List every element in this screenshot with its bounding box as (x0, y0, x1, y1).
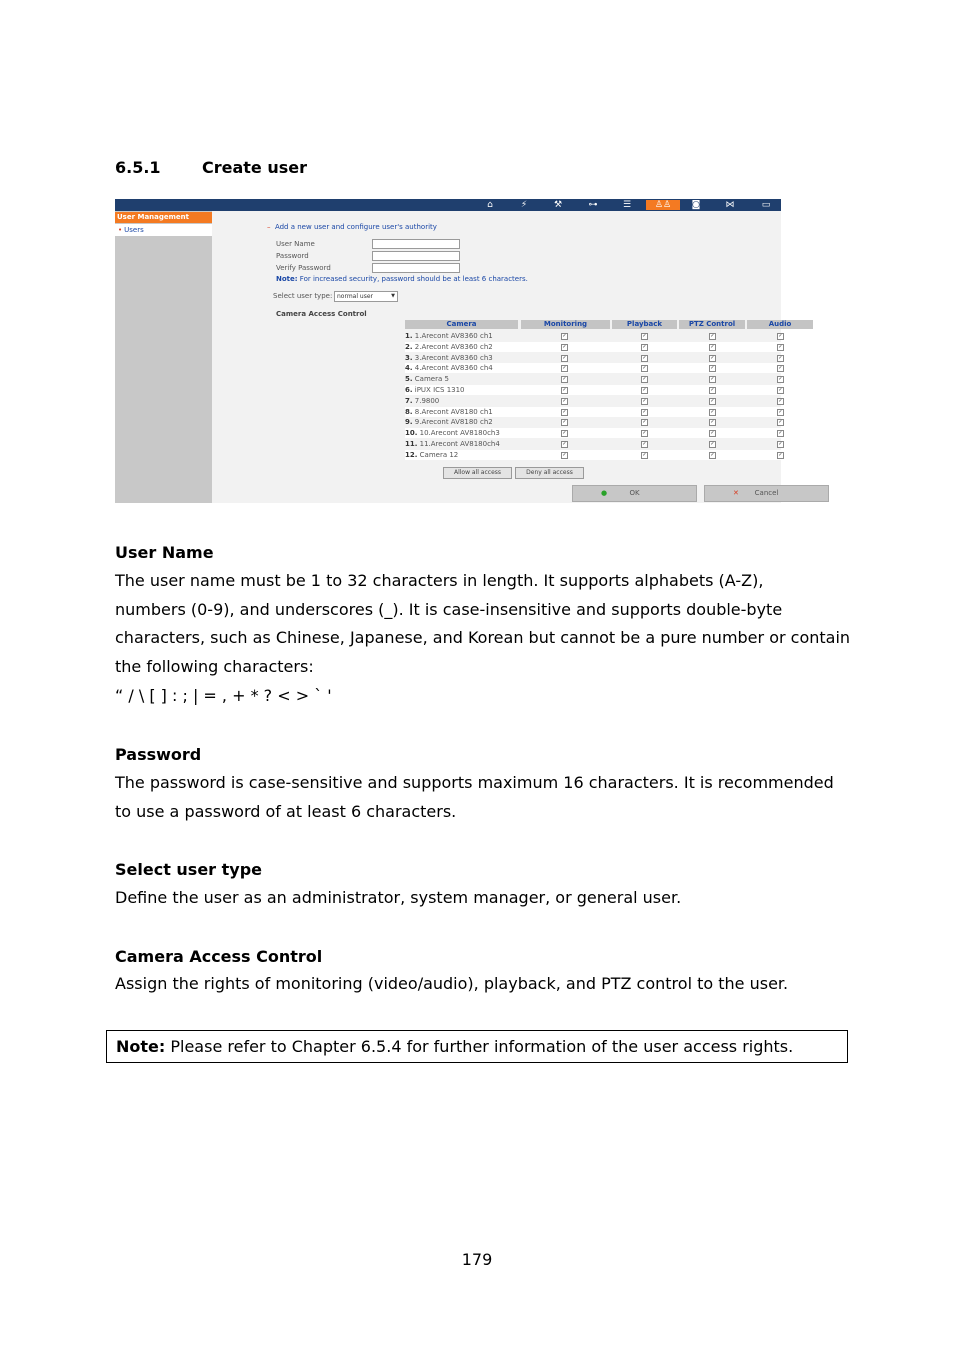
access-checkbox[interactable]: ✓ (710, 376, 715, 383)
camera-name (405, 428, 500, 438)
access-checkbox[interactable]: ✓ (562, 365, 567, 372)
camera-label: 11.Arecont AV8180ch4 (419, 440, 500, 448)
camera-name (405, 439, 500, 449)
camera-number: 10. (405, 429, 418, 438)
sidebar-title: User Management (115, 212, 212, 223)
security-note-label: Note: (276, 275, 298, 283)
access-checkbox[interactable]: ✓ (778, 408, 783, 415)
access-checkbox[interactable]: ✓ (778, 354, 783, 361)
access-checkbox[interactable]: ✓ (778, 387, 783, 393)
camera-label: 4.Arecont AV8360 ch4 (414, 364, 493, 373)
form-header-text: Add a new user and configure user's authority (274, 223, 437, 231)
ok-label: OK (629, 489, 640, 497)
access-checkbox[interactable]: ✓ (710, 343, 715, 350)
access-title: Camera Access Control (276, 310, 367, 318)
access-checkbox[interactable]: ✓ (562, 419, 567, 426)
window-icon[interactable]: ▭ (761, 200, 771, 210)
access-checkbox[interactable]: ✓ (710, 430, 715, 437)
cancel-button[interactable] (704, 485, 829, 502)
camera-name (405, 417, 493, 427)
close-icon: ✕ (733, 489, 739, 497)
access-checkbox[interactable]: ✓ (710, 354, 715, 361)
access-checkbox[interactable]: ✓ (710, 408, 715, 415)
access-checkbox[interactable]: ✓ (562, 376, 567, 383)
password-heading: Password (115, 745, 202, 764)
connect-icon[interactable]: ⊶ (588, 200, 598, 210)
verify-password-input[interactable] (372, 263, 460, 273)
user-name-heading: User Name (115, 543, 214, 562)
access-checkbox[interactable]: ✓ (562, 408, 567, 415)
camera-label: 10.Arecont AV8180ch3 (419, 429, 500, 438)
access-checkbox[interactable]: ✓ (642, 354, 647, 361)
access-checkbox[interactable]: ✓ (710, 397, 715, 404)
text-line: The password is case-sensitive and supports maximum 16 characters. It is recommended (115, 773, 834, 792)
camera-name (405, 407, 493, 417)
camera-label: 1.Arecont AV8360 ch1 (414, 332, 493, 340)
access-checkbox[interactable]: ✓ (710, 419, 715, 426)
camera-number: 12. (405, 450, 418, 459)
access-checkbox[interactable]: ✓ (562, 451, 567, 458)
verify-password-label: Verify Password (276, 264, 331, 272)
camera-number: 3. (405, 353, 413, 362)
camera-number: 4. (405, 364, 413, 373)
camera-name (405, 374, 449, 384)
text-line: The user name must be 1 to 32 characters in length. It supports alphabets (A-Z), (115, 571, 764, 590)
access-checkbox[interactable]: ✓ (778, 441, 783, 447)
table-row (405, 439, 812, 449)
user-type-value: normal user (337, 293, 374, 300)
table-row (405, 385, 812, 395)
access-checkbox[interactable]: ✓ (778, 343, 783, 350)
col-ptz: PTZ Control (679, 320, 745, 329)
access-checkbox[interactable]: ✓ (562, 354, 567, 361)
text-line: “ / \ [ ] : ; | = , + * ? < > ` ' (115, 685, 332, 705)
camera-name (405, 450, 458, 460)
home-icon[interactable]: ⌂ (487, 200, 493, 210)
access-checkbox[interactable]: ✓ (778, 365, 783, 372)
deny-all-button[interactable]: Deny all access (515, 467, 584, 479)
list-icon[interactable]: ☰ (622, 200, 632, 210)
camera-name (405, 331, 493, 341)
access-checkbox[interactable]: ✓ (562, 333, 567, 339)
table-row (405, 428, 812, 438)
user-type-label: Select user type: (273, 292, 333, 300)
table-row (405, 450, 812, 460)
create-user-screenshot (115, 199, 792, 503)
camera-access-heading: Camera Access Control (115, 947, 323, 966)
camera-name (405, 363, 493, 373)
note-label: Note: (116, 1037, 166, 1056)
ok-dot-icon: ● (601, 489, 608, 497)
user-type-paragraph (115, 884, 855, 913)
access-checkbox[interactable]: ✓ (710, 365, 715, 372)
security-note (276, 275, 528, 283)
note-box (106, 1030, 848, 1063)
user-name-input[interactable] (372, 239, 460, 249)
access-checkbox[interactable]: ✓ (642, 343, 647, 350)
camera-label: 2.Arecont AV8360 ch2 (414, 342, 493, 351)
col-monitoring: Monitoring (521, 320, 610, 329)
access-checkbox[interactable]: ✓ (778, 430, 783, 437)
chevron-down-icon: ▼ (391, 293, 395, 299)
text-line: the following characters: (115, 657, 314, 677)
access-checkbox[interactable]: ✓ (710, 333, 715, 339)
text-line: numbers (0-9), and underscores (_). It is case-insensitive and supports double-byte (115, 599, 783, 619)
user-name-label: User Name (276, 240, 315, 248)
access-checkbox[interactable]: ✓ (778, 376, 783, 383)
collapse-icon[interactable]: – (267, 223, 271, 231)
main-panel (212, 211, 792, 503)
password-label: Password (276, 252, 309, 260)
text-line: Assign the rights of monitoring (video/audio), playback, and PTZ control to the user. (115, 974, 789, 993)
camera-name (405, 385, 465, 395)
sidebar-item-users[interactable] (115, 224, 212, 236)
access-checkbox[interactable]: ✓ (710, 451, 715, 458)
text-line: characters, such as Chinese, Japanese, and Korean but cannot be a pure number or contain (115, 628, 851, 648)
access-checkbox[interactable]: ✓ (642, 365, 647, 372)
table-row (405, 374, 812, 384)
col-audio: Audio (747, 320, 813, 329)
sidebar (115, 211, 212, 503)
section-number: 6.5.1 (115, 158, 161, 177)
camera-number: 7. (405, 396, 413, 405)
allow-all-button[interactable]: Allow all access (443, 467, 512, 479)
access-checkbox[interactable]: ✓ (778, 397, 783, 404)
page-number: 179 (461, 1250, 493, 1269)
access-checkbox[interactable]: ✓ (642, 397, 647, 404)
camera-name (405, 342, 493, 352)
section-title: Create user (202, 158, 308, 177)
security-note-text: For increased security, password should be at least 6 characters. (297, 275, 528, 283)
access-checkbox[interactable]: ✓ (778, 333, 783, 339)
cancel-label: Cancel (754, 489, 779, 497)
ok-button[interactable] (572, 485, 697, 502)
access-checkbox[interactable]: ✓ (562, 441, 567, 447)
access-checkbox[interactable]: ✓ (642, 408, 647, 415)
users-icon[interactable]: ♙♙ (646, 200, 680, 210)
access-checkbox[interactable]: ✓ (642, 376, 647, 383)
bullet-icon: • (118, 226, 123, 234)
text-line: to use a password of at least 6 characters. (115, 801, 457, 821)
top-toolbar (115, 199, 781, 211)
col-playback: Playback (612, 320, 677, 329)
table-row (405, 396, 812, 406)
access-checkbox[interactable]: ✓ (562, 343, 567, 350)
table-row (405, 417, 812, 427)
camera-label: Camera 12 (419, 450, 459, 459)
access-checkbox[interactable]: ✓ (642, 441, 647, 447)
user-type-select[interactable] (334, 291, 398, 302)
access-checkbox[interactable]: ✓ (562, 387, 567, 393)
camera-number: 5. (405, 375, 413, 384)
access-checkbox[interactable]: ✓ (710, 387, 715, 393)
access-checkbox[interactable]: ✓ (642, 451, 647, 458)
camera-label: 3.Arecont AV8360 ch3 (414, 353, 493, 362)
table-row (405, 407, 812, 417)
network-icon[interactable]: ⚡ (520, 200, 528, 210)
access-checkbox[interactable]: ✓ (778, 419, 783, 426)
sidebar-item-label: Users (124, 226, 144, 234)
camera-label: Camera 5 (414, 375, 449, 384)
scale-icon[interactable]: ⋈ (725, 200, 735, 210)
camera-number: 9. (405, 418, 413, 427)
camera-access-paragraph (115, 970, 855, 999)
password-input[interactable] (372, 251, 460, 261)
user-type-heading: Select user type (115, 860, 263, 879)
camera-number: 6. (405, 386, 413, 394)
form-header (267, 223, 437, 231)
access-checkbox[interactable]: ✓ (642, 430, 647, 437)
camera-number: 2. (405, 342, 413, 351)
tools-icon[interactable]: ⚒ (553, 200, 563, 210)
camera-name (405, 353, 493, 363)
table-row (405, 331, 812, 341)
access-checkbox[interactable]: ✓ (562, 430, 567, 437)
camera-number: 11. (405, 440, 418, 448)
camera-number: 1. (405, 332, 413, 340)
section-heading (115, 158, 307, 177)
password-paragraph (115, 769, 855, 826)
camera-label: 8.Arecont AV8180 ch1 (414, 407, 493, 416)
camera-label: iPUX ICS 1310 (414, 386, 465, 394)
access-checkbox[interactable]: ✓ (562, 397, 567, 404)
table-row (405, 363, 812, 373)
text-line: Define the user as an administrator, system manager, or general user. (115, 888, 682, 907)
table-row (405, 342, 812, 352)
camera-label: 7.9800 (414, 396, 440, 405)
camera-icon[interactable]: ◙ (691, 200, 701, 210)
access-checkbox[interactable]: ✓ (778, 451, 783, 458)
access-checkbox[interactable]: ✓ (710, 441, 715, 447)
access-checkbox[interactable]: ✓ (642, 387, 647, 393)
camera-number: 8. (405, 407, 413, 416)
access-checkbox[interactable]: ✓ (642, 419, 647, 426)
note-text: Please refer to Chapter 6.5.4 for further information of the user access rights. (165, 1037, 794, 1056)
table-row (405, 353, 812, 363)
col-camera: Camera (405, 320, 518, 329)
camera-name (405, 396, 439, 406)
camera-label: 9.Arecont AV8180 ch2 (414, 418, 493, 427)
access-checkbox[interactable]: ✓ (642, 333, 647, 339)
user-name-paragraph (115, 567, 855, 711)
